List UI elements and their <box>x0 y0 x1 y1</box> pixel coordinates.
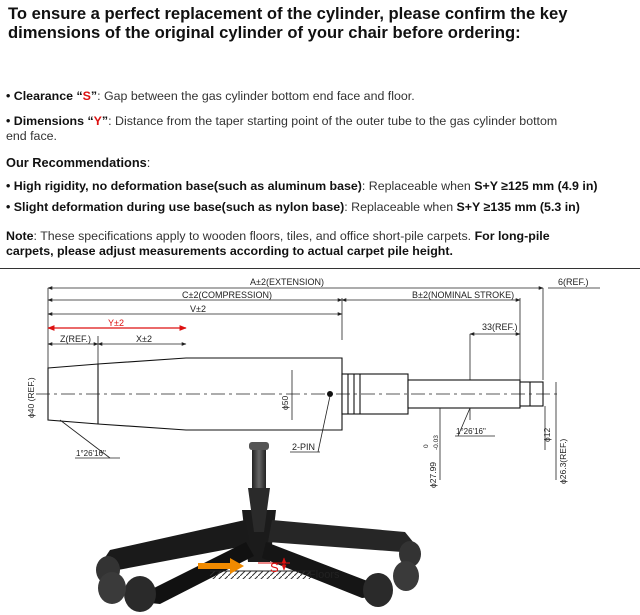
note <box>6 229 634 259</box>
definition-clearance <box>6 89 634 104</box>
var-s: S <box>82 89 91 103</box>
phi27-tol-upper: 0 <box>423 444 430 448</box>
rec-title-colon: : <box>146 155 151 170</box>
phi26-label: ϕ26.3(REF.) <box>558 438 568 484</box>
rec-label: Slight deformation during use base(such as nylon base) <box>13 200 345 214</box>
rec-formula: S+Y ≥125 mm (4.9 in) <box>474 179 598 193</box>
v-label: V±2 <box>190 304 206 314</box>
caster-wheel <box>393 561 419 591</box>
bullet: • <box>6 200 14 214</box>
term-end: ” <box>90 89 98 103</box>
ref6-label: 6(REF.) <box>558 277 589 287</box>
caster-wheel <box>363 573 393 607</box>
recommendation-item <box>6 179 634 194</box>
base-leg <box>268 520 418 552</box>
extension-label: A±2(EXTENSION) <box>250 277 324 287</box>
definition-text-2: end face. <box>6 129 57 143</box>
bullet: • <box>6 114 14 128</box>
page-title <box>8 4 633 42</box>
pin-label: 2-PIN <box>292 442 316 452</box>
phi12-label: ϕ12 <box>542 427 552 442</box>
rec-label: High rigidity, no deformation base(such as aluminum base) <box>13 179 362 193</box>
compression-label: C±2(COMPRESSION) <box>182 290 272 300</box>
caster-wheel <box>98 572 126 604</box>
definition-text: : Gap between the gas cylinder bottom end face and floor. <box>97 89 415 103</box>
z-label: Z(REF.) <box>60 334 91 344</box>
title-line-2: dimensions of the original cylinder of your chair before ordering: <box>8 23 521 42</box>
caster-wheel <box>124 576 156 612</box>
taper-label-2: 1°26'16" <box>456 427 486 436</box>
stroke-label: B±2(NOMINAL STROKE) <box>412 290 515 300</box>
term: Dimensions “ <box>13 114 94 128</box>
bullet: • <box>6 179 14 193</box>
floors-label: Floors <box>309 569 340 581</box>
rec-title-text: Our Recommendations <box>6 155 147 170</box>
term: Clearance “ <box>13 89 83 103</box>
cylinder-cap <box>249 442 269 450</box>
taper-label-1: 1°26'16" <box>76 449 106 458</box>
note-bold-1: For long-pile <box>474 229 550 243</box>
s-label: S <box>270 560 279 575</box>
definition-dimensions <box>6 114 634 144</box>
x-label: X±2 <box>136 334 152 344</box>
phi40-label: ϕ40 (REF.) <box>26 377 36 418</box>
phi27-tol-lower: -0.03 <box>433 435 440 450</box>
phi27-label: ϕ27.99 <box>428 461 438 488</box>
note-text: : These specifications apply to wooden floors, tiles, and office short-pile carpets. <box>33 229 475 243</box>
bullet: • <box>6 89 14 103</box>
floor-hatch <box>210 571 310 579</box>
y-label: Y±2 <box>108 318 124 328</box>
chair-base-illustration <box>96 442 421 612</box>
definition-text: : Distance from the taper starting point of the outer tube to the gas cylinder bottom <box>108 114 558 128</box>
rec-text: : Replaceable when <box>344 200 457 214</box>
rec-text: : Replaceable when <box>361 179 475 193</box>
term-end: ” <box>101 114 109 128</box>
cylinder-diagram <box>0 270 640 615</box>
rec-formula: S+Y ≥135 mm (5.3 in) <box>456 200 580 214</box>
section-divider <box>0 268 640 269</box>
recommendations-title <box>6 155 634 170</box>
var-y: Y <box>93 114 102 128</box>
title-line-1: To ensure a perfect replacement of the cylinder, please confirm the key <box>8 4 568 23</box>
phi50-label: ϕ50 <box>280 395 290 410</box>
recommendation-item <box>6 200 634 215</box>
note-label: Note <box>6 229 34 243</box>
ref33-label: 33(REF.) <box>482 322 518 332</box>
note-bold-2: carpets, please adjust measurements according to actual carpet pile height. <box>6 244 453 258</box>
